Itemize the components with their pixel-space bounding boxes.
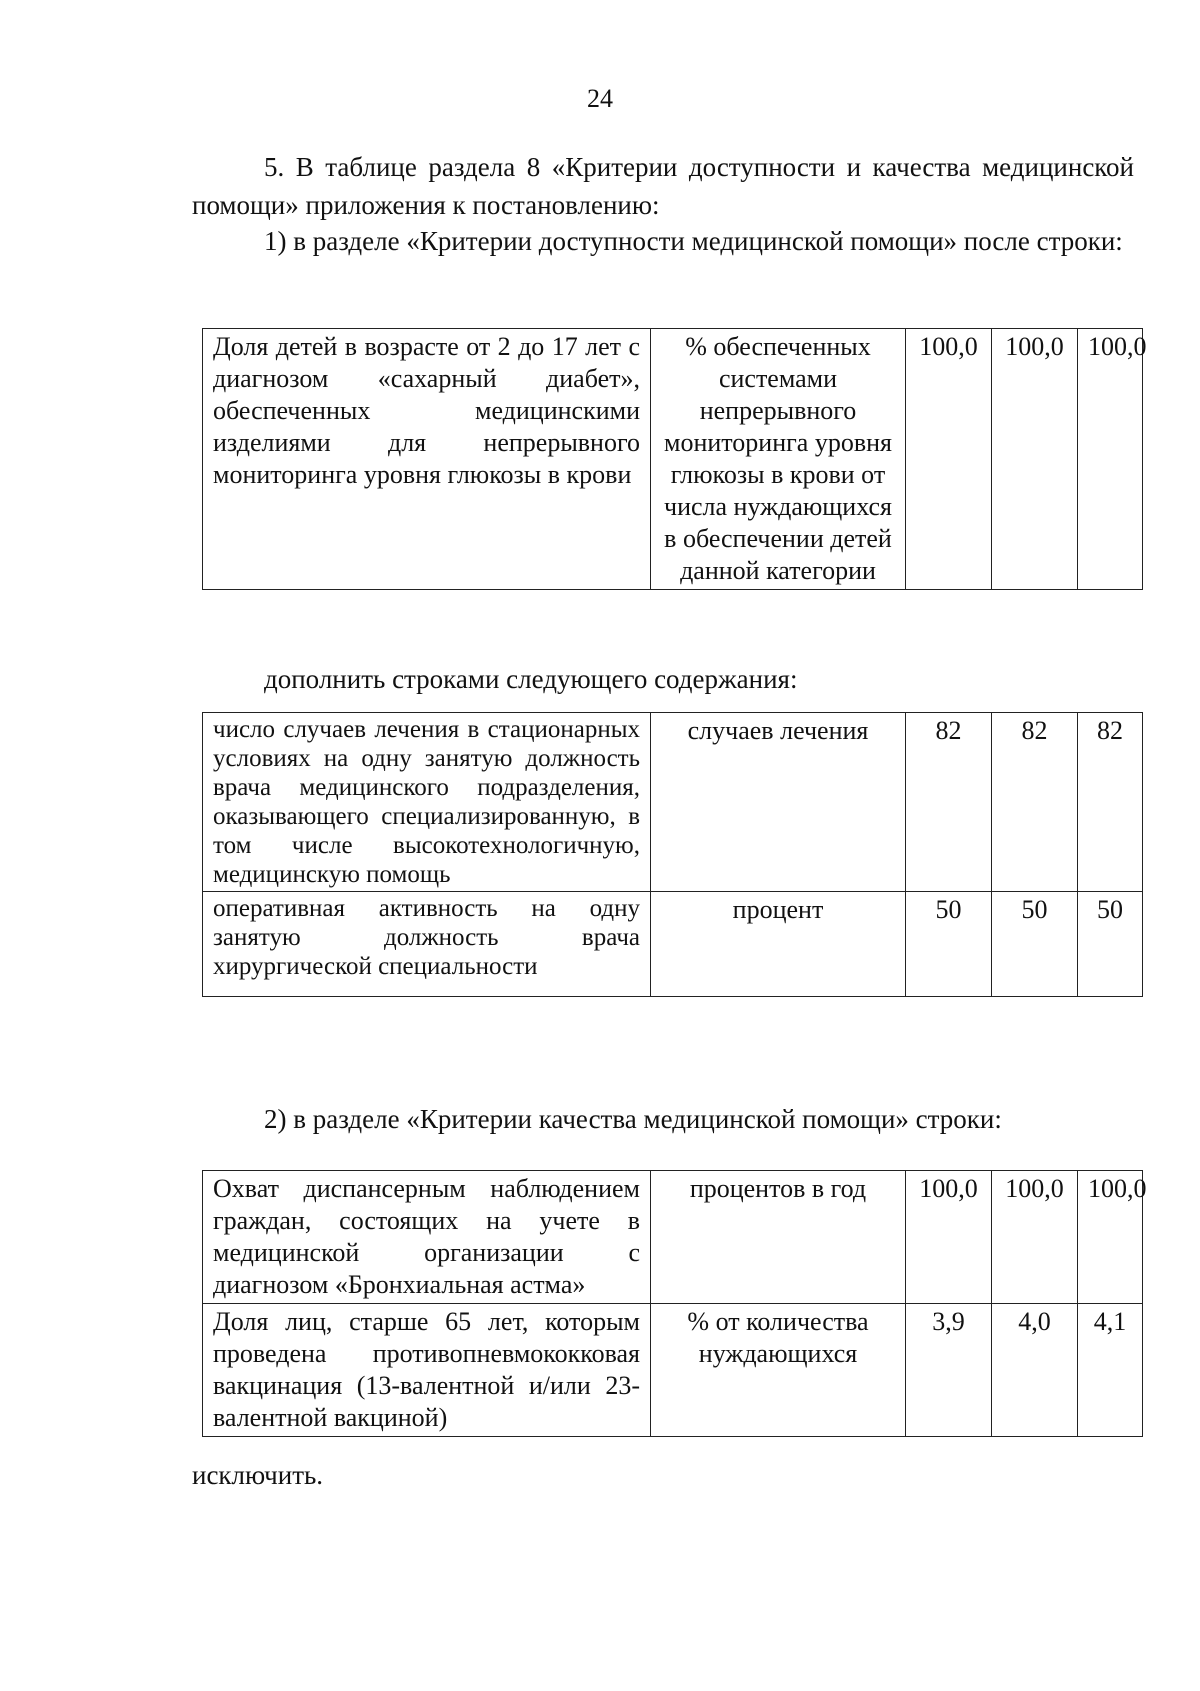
criterion-unit: % от количества нуждающихся [651, 1304, 906, 1437]
table-row [203, 1304, 1143, 1437]
criterion-name: Доля лиц, старше 65 лет, которым проведена противопневмококковая вакцинация (13-валентной и/или 23-валентной вакциной) [203, 1304, 651, 1437]
criterion-value-1: 100,0 [906, 329, 992, 590]
criterion-value-2: 50 [992, 892, 1078, 997]
criterion-value-3: 4,1 [1078, 1304, 1143, 1437]
paragraph-closing: исключить. [192, 1460, 324, 1490]
criterion-name: Охват диспансерным наблюдением граждан, состоящих на учете в медицинской организации с диагнозом «Бронхиальная астма» [203, 1171, 651, 1304]
page-number: 24 [587, 84, 613, 113]
table-row [203, 329, 1143, 590]
paragraph-supplement: дополнить строками следующего содержания: [264, 664, 798, 694]
criterion-value-1: 50 [906, 892, 992, 997]
table-accessibility-existing-row [202, 328, 1147, 590]
criterion-value-1: 82 [906, 713, 992, 892]
criterion-value-3: 100,0 [1078, 1171, 1143, 1304]
criterion-value-3: 50 [1078, 892, 1143, 997]
criterion-value-2: 100,0 [992, 1171, 1078, 1304]
criterion-value-2: 4,0 [992, 1304, 1078, 1437]
paragraph-subsection-1: 1) в разделе «Критерии доступности медицинской помощи» после строки: [264, 226, 1123, 256]
criterion-value-2: 100,0 [992, 329, 1078, 590]
criterion-value-2: 82 [992, 713, 1078, 892]
table-row [203, 713, 1143, 892]
criterion-value-1: 100,0 [906, 1171, 992, 1304]
criterion-value-3: 100,0 [1078, 329, 1143, 590]
criterion-name: оперативная активность на одну занятую должность врача хирургической специальности [203, 892, 651, 997]
criterion-name: число случаев лечения в стационарных условиях на одну занятую должность врача медицинского подразделения, оказывающего специализированную, в том числе высокотехнологичную, медицинскую помощь [203, 713, 651, 892]
paragraph-amendment-5: 5. В таблице раздела 8 «Критерии доступности и качества медицинской помощи» приложения к постановлению: [192, 152, 1134, 220]
criterion-value-1: 3,9 [906, 1304, 992, 1437]
criterion-unit: % обеспеченных системами непрерывного мониторинга уровня глюкозы в крови от числа нуждающихся в обеспечении детей данной категории [651, 329, 906, 590]
table-row [203, 892, 1143, 997]
table-quality-rows [202, 1170, 1147, 1437]
table-row [203, 1171, 1143, 1304]
criterion-unit: случаев лечения [651, 713, 906, 892]
criterion-value-3: 82 [1078, 713, 1143, 892]
criterion-name: Доля детей в возрасте от 2 до 17 лет с диагнозом «сахарный диабет», обеспеченных медицинскими изделиями для непрерывного мониторинга уровня глюкозы в крови [203, 329, 651, 590]
table-new-rows [202, 712, 1143, 997]
criterion-unit: процентов в год [651, 1171, 906, 1304]
paragraph-subsection-2: 2) в разделе «Критерии качества медицинской помощи» строки: [264, 1104, 1002, 1134]
criterion-unit: процент [651, 892, 906, 997]
